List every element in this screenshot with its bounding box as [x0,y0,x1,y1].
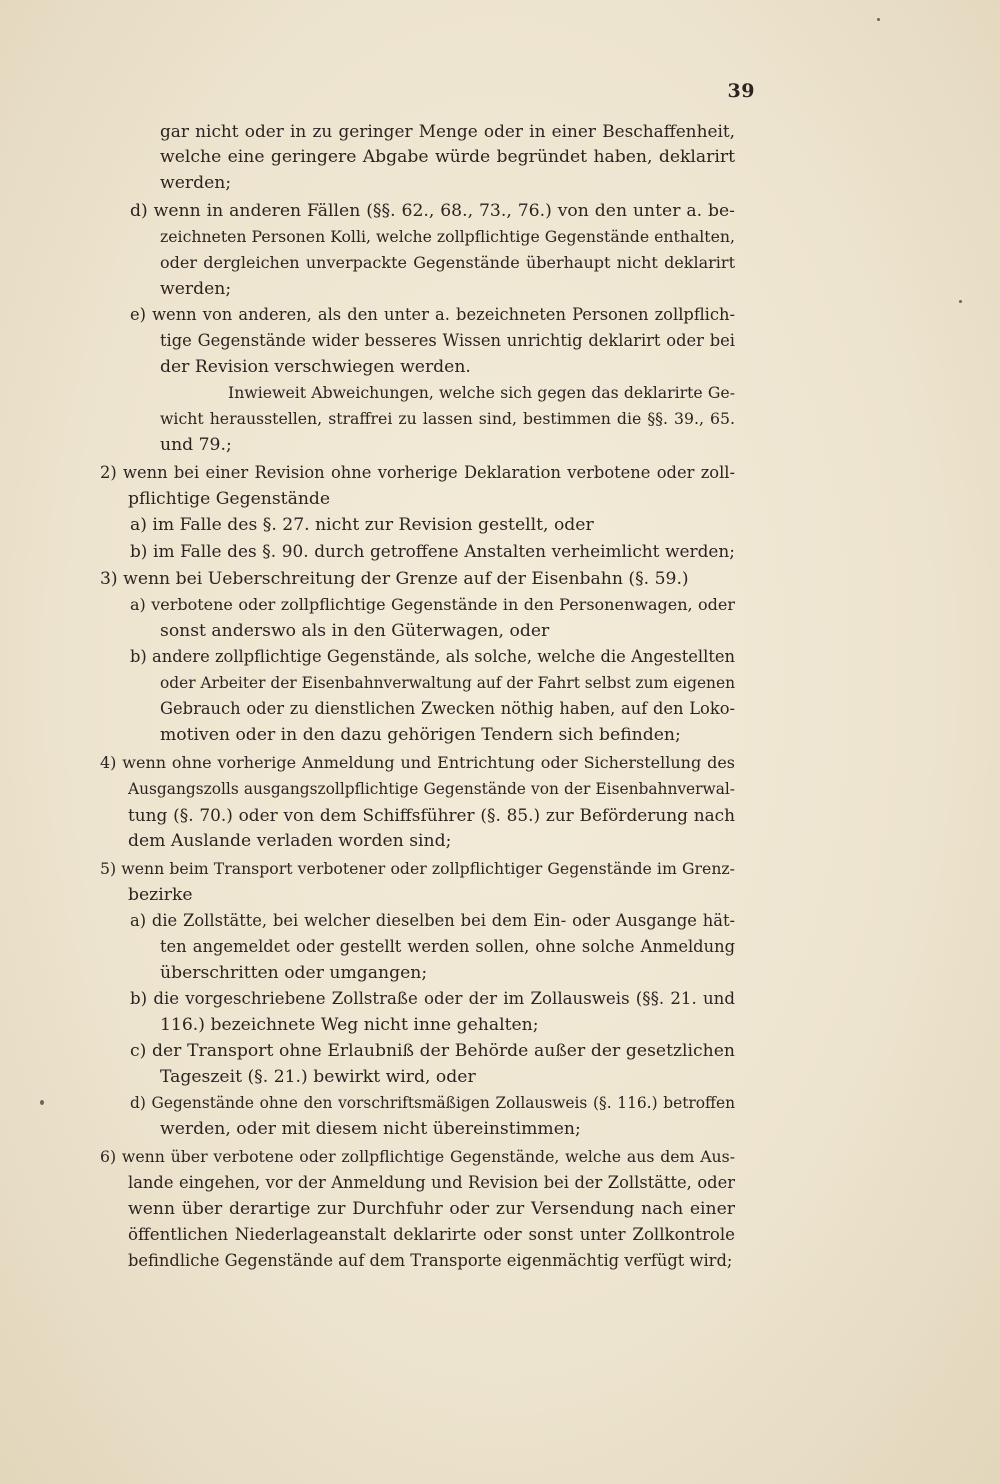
text-line: wicht herausstellen, straffrei zu lassen sind, bestimmen die §§. 39., 65. [160,409,735,428]
text-line: tung (§. 70.) oder von dem Schiffsführer (§. 85.) zur Beförderung nach [128,805,735,825]
text-line: c) der Transport ohne Erlaubniß der Behörde außer der gesetzlichen [130,1041,735,1061]
text-line: befindliche Gegenstände auf dem Transporte eigenmächtig verfügt wird; [128,1251,733,1270]
paper-speck [877,18,880,21]
text-line: sonst anderswo als in den Güterwagen, oder [160,621,550,641]
text-line: überschritten oder umgangen; [160,963,428,983]
text-line: werden; [160,173,232,193]
text-line: e) wenn von anderen, als den unter a. bezeichneten Personen zollpflich- [130,305,735,324]
text-line: d) wenn in anderen Fällen (§§. 62., 68., 73., 76.) von den unter a. be- [130,201,735,221]
text-line: und 79.; [160,435,232,455]
text-line: 5) wenn beim Transport verbotener oder zollpflichtiger Gegenstände im Grenz- [100,859,735,878]
text-line: werden, oder mit diesem nicht übereinstimmen; [160,1119,581,1139]
text-line: Tageszeit (§. 21.) bewirkt wird, oder [160,1067,476,1087]
text-line: pflichtige Gegenstände [128,489,331,509]
text-line: tige Gegenstände wider besseres Wissen unrichtig deklarirt oder bei [160,331,735,350]
text-line: ten angemeldet oder gestellt werden sollen, ohne solche Anmeldung [160,937,735,956]
text-line: Gebrauch oder zu dienstlichen Zwecken nöthig haben, auf den Loko- [160,699,735,718]
text-line: öffentlichen Niederlageanstalt deklarirte oder sonst unter Zollkontrole [128,1225,735,1244]
text-line: lande eingehen, vor der Anmeldung und Revision bei der Zollstätte, oder [128,1173,735,1192]
text-line: gar nicht oder in zu geringer Menge oder in einer Beschaffenheit, [160,121,735,141]
text-line: bezirke [128,885,193,905]
text-line: wenn über derartige zur Durchfuhr oder zur Versendung nach einer [128,1199,735,1219]
text-line: b) andere zollpflichtige Gegenstände, als solche, welche die Angestellten [130,647,735,666]
text-line: 116.) bezeichnete Weg nicht inne gehalten; [160,1015,539,1035]
page-number: 39 [727,80,755,102]
text-line: oder dergleichen unverpackte Gegenstände überhaupt nicht deklarirt [160,253,735,272]
text-line: dem Auslande verladen worden sind; [128,831,452,851]
text-line: werden; [160,279,232,299]
text-line: b) im Falle des §. 90. durch getroffene Anstalten verheimlicht werden; [130,541,735,561]
text-line: oder Arbeiter der Eisenbahnverwaltung auf der Fahrt selbst zum eigenen [160,674,735,692]
paper-speck [40,1100,44,1105]
text-line: zeichneten Personen Kolli, welche zollpflichtige Gegenstände enthalten, [160,227,735,246]
text-line: b) die vorgeschriebene Zollstraße oder der im Zollausweis (§§. 21. und [130,989,735,1008]
text-line: a) verbotene oder zollpflichtige Gegenstände in den Personenwagen, oder [130,595,735,614]
text-line: 3) wenn bei Ueberschreitung der Grenze auf der Eisenbahn (§. 59.) [100,569,689,589]
text-line: motiven oder in den dazu gehörigen Tendern sich befinden; [160,725,681,745]
text-line: a) die Zollstätte, bei welcher dieselben bei dem Ein- oder Ausgange hät- [130,911,735,930]
paper-speck [959,300,962,303]
text-line: Ausgangszolls ausgangszollpflichtige Gegenstände von der Eisenbahnverwal- [128,780,735,798]
text-line: 4) wenn ohne vorherige Anmeldung und Entrichtung oder Sicherstellung des [100,753,735,772]
text-line: welche eine geringere Abgabe würde begründet haben, deklarirt [160,147,735,167]
text-line: der Revision verschwiegen werden. [160,357,471,377]
text-line: Inwieweit Abweichungen, welche sich gegen das deklarirte Ge- [228,383,735,402]
text-line: 6) wenn über verbotene oder zollpflichtige Gegenstände, welche aus dem Aus- [100,1147,735,1166]
text-line: d) Gegenstände ohne den vorschriftsmäßigen Zollausweis (§. 116.) betroffen [130,1094,735,1112]
text-line: 2) wenn bei einer Revision ohne vorherige Deklaration verbotene oder zoll- [100,463,735,482]
text-line: a) im Falle des §. 27. nicht zur Revision gestellt, oder [130,515,594,535]
